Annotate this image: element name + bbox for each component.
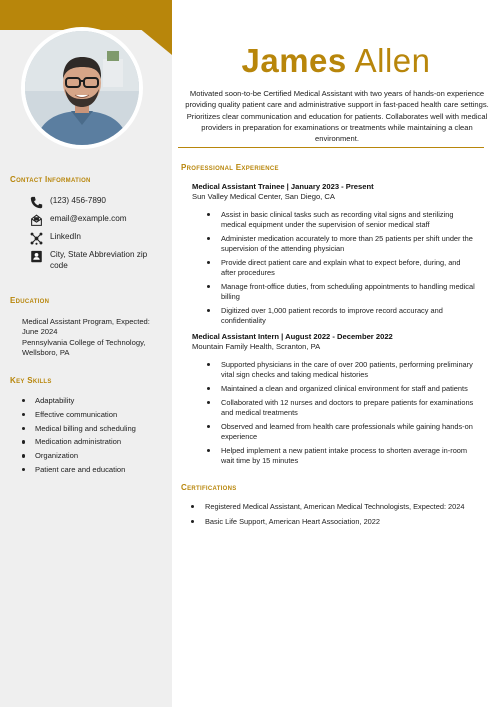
job-title: Medical Assistant Trainee | January 2023 - Present — [192, 182, 374, 191]
education-section-title: Education — [10, 296, 50, 305]
job-bullet: Manage front-office duties, from scheduling appointments to handling medical billing — [207, 282, 475, 302]
skill-item: Medication administration — [22, 437, 136, 451]
education-entry — [22, 317, 167, 359]
certification-item: Registered Medical Assistant, American Medical Technologists, Expected: 2024 — [191, 502, 471, 512]
contact-email[interactable] — [30, 214, 127, 227]
contact-linkedin[interactable] — [30, 232, 81, 245]
job-bullet: Digitized over 1,000 patient records to improve record accuracy and confidentiality — [207, 306, 475, 326]
experience-section-title: Professional Experience — [181, 163, 279, 172]
linkedin-text: LinkedIn — [50, 232, 81, 241]
job-bullet: Provide direct patient care and explain what to expect before, during, and after procedures — [207, 258, 475, 278]
skill-item: Effective communication — [22, 410, 136, 424]
first-name: James — [241, 42, 347, 79]
certification-item: Basic Life Support, American Heart Association, 2022 — [191, 517, 471, 527]
job-bullet: Supported physicians in the care of over 200 patients, performing preliminary vital sign checks and taking medical histories — [207, 360, 475, 380]
skills-section-title: Key Skills — [10, 376, 52, 385]
linkedin-icon — [30, 232, 43, 245]
job-bullets — [207, 360, 475, 466]
job-organization: Sun Valley Medical Center, San Diego, CA — [192, 192, 335, 201]
education-program: Medical Assistant Program, Expected: June 2024 — [22, 317, 150, 337]
job-bullet: Collaborated with 12 nurses and doctors to prepare patients for examinations and medical treatments — [207, 398, 475, 418]
header-divider — [178, 147, 484, 148]
email-text: email@example.com — [50, 214, 127, 223]
address-text: City, State Abbreviation zip code — [50, 250, 148, 270]
education-school: Pennsylvania College of Technology, Wellsboro, PA — [22, 337, 146, 358]
job-title: Medical Assistant Intern | August 2022 - December 2022 — [192, 332, 393, 341]
contact-address — [30, 250, 160, 271]
certifications-section-title: Certifications — [181, 483, 237, 492]
phone-text: (123) 456-7890 — [50, 196, 106, 205]
email-icon — [30, 214, 43, 227]
candidate-name — [172, 42, 500, 80]
job-organization: Mountain Family Health, Scranton, PA — [192, 342, 321, 351]
job-bullet: Maintained a clean and organized clinical environment for staff and patients — [207, 384, 475, 394]
job-bullet: Assist in basic clinical tasks such as recording vital signs and sterilizing medical equipment under the supervision of senior medical staff — [207, 210, 475, 230]
profile-summary: Motivated soon-to-be Certified Medical Assistant with two years of hands-on experience providing quality patient care and administrative support in fast-paced health care settings. Prioritizes clear communication and education for patients. Collaborates well with medical providers in preparation for examinations or treatments while maintaining a clean environment. — [185, 89, 489, 144]
contact-phone[interactable] — [30, 196, 106, 209]
profile-photo — [21, 27, 143, 149]
phone-icon — [30, 196, 43, 209]
profile-photo-illustration — [25, 31, 139, 145]
skill-item: Organization — [22, 451, 136, 465]
job-bullet: Helped implement a new patient intake process to shorten average in-room wait time by 15 minutes — [207, 446, 475, 466]
address-card-icon — [30, 250, 43, 263]
skill-item: Patient care and education — [22, 465, 136, 479]
skill-item: Medical billing and scheduling — [22, 424, 136, 438]
contact-section-title: Contact Information — [10, 175, 91, 184]
skill-item: Adaptability — [22, 396, 136, 410]
job-bullet: Administer medication accurately to more than 25 patients per shift under the supervision of the attending physician — [207, 234, 475, 254]
job-bullet: Observed and learned from health care professionals while gaining hands-on experience — [207, 422, 475, 442]
certifications-list — [191, 502, 471, 527]
job-bullets — [207, 210, 475, 326]
last-name: Allen — [354, 42, 431, 79]
skills-list — [22, 396, 136, 479]
